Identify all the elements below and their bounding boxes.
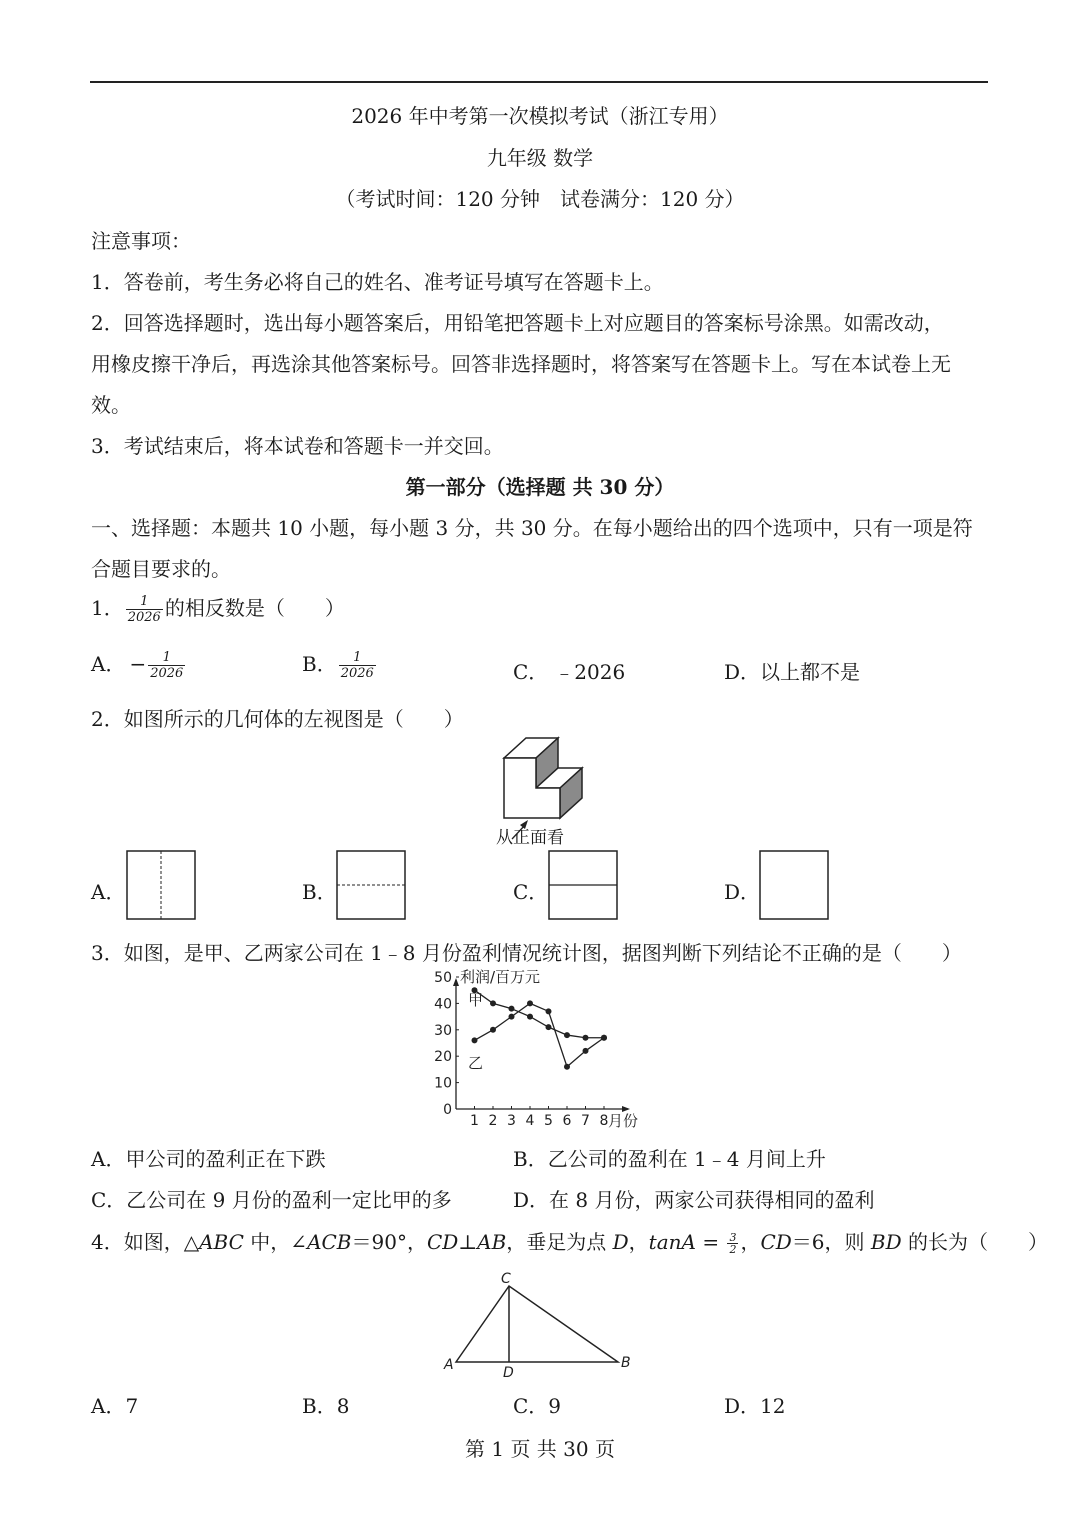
q3-option-d: D．在 8 月份，两家公司获得相同的盈利	[513, 1188, 875, 1212]
q3-option-c: C．乙公司在 9 月份的盈利一定比甲的多	[91, 1188, 452, 1212]
chart-x-tick-label: 3	[507, 1113, 516, 1129]
chart-y-tick-label: 20	[434, 1049, 452, 1066]
chart-x-axis-label: 月份	[608, 1112, 639, 1130]
chart-x-tick-label: 8	[599, 1113, 609, 1129]
q2-view-caption: 从正面看	[496, 828, 564, 848]
chart-point-jia	[490, 1000, 496, 1006]
q1-stem: 的相反数是（ ）	[164, 596, 345, 620]
q4-point-c: C	[501, 1271, 511, 1287]
chart-point-yi	[583, 1048, 589, 1054]
q1-option-d: D．以上都不是	[724, 660, 861, 684]
part1-instructions-cont: 合题目要求的。	[91, 557, 231, 581]
q1-fraction: $\frac{1}{2026}$	[127, 594, 161, 625]
chart-point-yi	[546, 1008, 552, 1014]
q2-option-c-label: C．	[513, 880, 549, 904]
part1-heading: 第一部分（选择题 共 30 分）	[405, 475, 675, 499]
q2-option-c-figure	[548, 850, 620, 922]
chart-y-tick-label: 0	[443, 1102, 452, 1118]
q3-option-a: A．甲公司的盈利正在下跌	[91, 1147, 326, 1171]
chart-y-tick-label: 30	[434, 1022, 452, 1039]
q4-fraction: $\frac{3}{2}$	[729, 1231, 737, 1256]
q4-option-b: B．8	[302, 1394, 350, 1418]
q2-option-b-figure	[336, 850, 408, 922]
chart-point-jia	[564, 1032, 570, 1038]
part1-instructions: 一、选择题：本题共 10 小题，每小题 3 分，共 30 分。在每小题给出的四个选项中，只有一项是符	[91, 516, 973, 540]
q1-number: 1．	[91, 596, 124, 620]
chart-y-tick-label: 40	[434, 996, 452, 1013]
note-item: 2．回答选择题时，选出每小题答案后，用铅笔把答题卡上对应题目的答案标号涂黑。如需改动，	[91, 311, 944, 335]
q1-option-a-fraction: $\frac{1}{2026}$	[150, 650, 184, 681]
chart-point-yi	[564, 1064, 570, 1070]
q2-option-d-figure	[759, 850, 831, 922]
chart-point-jia	[546, 1024, 552, 1030]
q2-option-d-label: D．	[724, 880, 761, 904]
chart-ticks	[434, 970, 608, 1129]
exam-subtitle: 九年级 数学	[486, 146, 594, 170]
chart-point-jia	[509, 1006, 515, 1012]
q4-option-d: D．12	[724, 1394, 786, 1418]
q4-point-b: B	[621, 1355, 631, 1371]
chart-x-tick-label: 1	[470, 1113, 479, 1129]
question-1	[91, 592, 345, 625]
notes-heading: 注意事项：	[91, 229, 191, 253]
chart-point-yi	[601, 1035, 607, 1041]
q1-option-b: B． $\frac{1}{2026}$	[302, 650, 374, 681]
q3-option-b: B．乙公司的盈利在 1﹣4 月间上升	[513, 1147, 826, 1171]
page-footer: 第 1 页 共 30 页	[465, 1437, 615, 1461]
note-item: 效。	[91, 393, 131, 417]
header-rule	[90, 81, 988, 83]
chart-y-tick-label: 10	[434, 1075, 452, 1092]
chart-y-tick-label: 50	[434, 970, 452, 986]
chart-series	[472, 987, 608, 1070]
note-item: 用橡皮擦干净后，再选涂其他答案标号。回答非选择题时，将答案写在答题卡上。写在本试卷上无	[91, 352, 951, 376]
chart-point-yi	[509, 1014, 515, 1020]
q4-triangle-figure	[440, 1268, 640, 1380]
question-4: 4．如图，△ABC 中，∠ACB＝90°，CD⊥AB，垂足为点 D，tanA = $\frac{3}{2}$ ，CD＝6，则 BD 的长为（ ）	[91, 1230, 1048, 1256]
chart-point-jia	[583, 1035, 589, 1041]
exam-info: （考试时间：120 分钟 试卷满分：120 分）	[335, 187, 745, 211]
note-item: 1．答卷前，考生务必将自己的姓名、准考证号填写在答题卡上。	[91, 270, 664, 294]
chart-y-axis-arrow	[453, 978, 459, 986]
question-2: 2．如图所示的几何体的左视图是（ ）	[91, 707, 464, 731]
q4-point-d: D	[503, 1365, 514, 1380]
question-3: 3．如图，是甲、乙两家公司在 1﹣8 月份盈利情况统计图，据图判断下列结论不正确的是（ ）	[91, 941, 962, 965]
chart-y-axis-label: 利润/百万元	[460, 968, 541, 986]
chart-point-yi	[490, 1027, 496, 1033]
chart-series-label-yi: 乙	[468, 1054, 484, 1072]
chart-point-yi	[527, 1000, 533, 1006]
chart-point-jia	[527, 1014, 533, 1020]
q4-option-a: A．7	[91, 1394, 139, 1418]
chart-point-yi	[472, 1037, 478, 1043]
q2-option-a-figure	[126, 850, 198, 922]
chart-x-tick-label: 2	[488, 1113, 498, 1129]
q1-option-b-fraction: $\frac{1}{2026}$	[340, 650, 374, 681]
q1-option-a: A． − $\frac{1}{2026}$	[91, 650, 184, 681]
q4-point-a: A	[444, 1357, 454, 1373]
q3-line-chart	[420, 962, 650, 1132]
q4-option-c: C．9	[513, 1394, 562, 1418]
chart-series-label-jia: 甲	[468, 991, 484, 1009]
exam-title: 2026 年中考第一次模拟考试（浙江专用）	[351, 104, 729, 128]
chart-x-tick-label: 6	[562, 1113, 572, 1129]
q1-option-c: C． ﹣2026	[513, 660, 626, 684]
chart-x-tick-label: 7	[581, 1113, 590, 1129]
chart-x-tick-label: 4	[525, 1113, 535, 1129]
q2-option-a-label: A．	[91, 880, 126, 904]
note-item: 3．考试结束后，将本试卷和答题卡一并交回。	[91, 434, 504, 458]
q2-option-b-label: B．	[302, 880, 337, 904]
chart-x-tick-label: 5	[544, 1113, 553, 1129]
